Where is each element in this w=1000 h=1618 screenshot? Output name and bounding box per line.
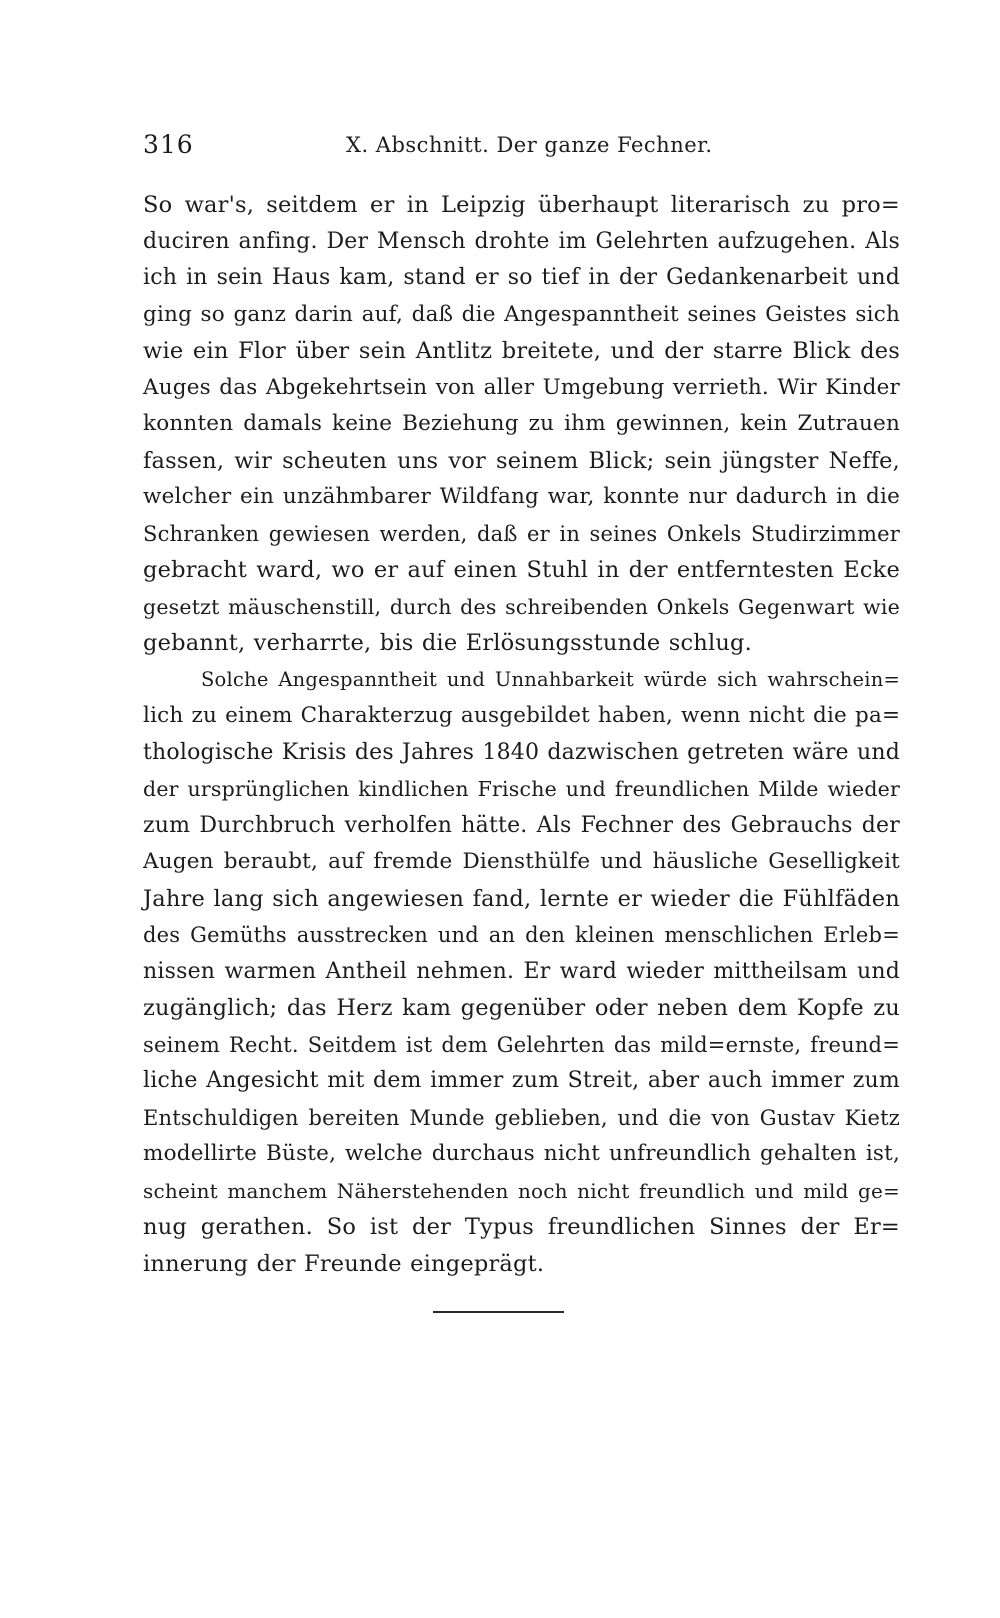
text-line: zugänglich; das Herz kam gegenüber oder neben dem Kopfe zu [143, 995, 900, 1021]
text-line: Entschuldigen bereiten Munde geblieben, und die von Gustav Kietz [143, 1105, 900, 1130]
text-line: gesetzt mäuschenstill, durch des schreibenden Onkels Gegenwart wie [143, 594, 900, 619]
text-line: zum Durchbruch verholfen hätte. Als Fechner des Gebrauchs der [143, 812, 900, 838]
text-line: liche Angesicht mit dem immer zum Streit, aber auch immer zum [143, 1068, 900, 1093]
text-line: lich zu einem Charakterzug ausgebildet haben, wenn nicht die pa= [143, 703, 901, 728]
text-line: nug gerathen. So ist der Typus freundlichen Sinnes der Er= [143, 1214, 900, 1240]
text-line: konnten damals keine Beziehung zu ihm gewinnen, kein Zutrauen [143, 411, 900, 436]
running-head-title: X. Abschnitt. Der ganze Fechner. [346, 133, 713, 157]
text-line: So war's, seitdem er in Leipzig überhaupt literarisch zu pro= [143, 192, 900, 218]
paragraph-2 [143, 662, 900, 1283]
text-line: thologische Krisis des Jahres 1840 dazwischen getreten wäre und [143, 739, 900, 765]
text-line: Solche Angespanntheit und Unnahbarkeit würde sich wahrschein= [201, 667, 900, 691]
text-line: ging so ganz darin auf, daß die Angespanntheit seines Geistes sich [143, 301, 900, 327]
text-line: welcher ein unzähmbarer Wildfang war, konnte nur dadurch in die [143, 484, 900, 509]
text-line: gebracht ward, wo er auf einen Stuhl in der entferntesten Ecke [143, 557, 900, 583]
text-line: Jahre lang sich angewiesen fand, lernte er wieder die Fühlfäden [143, 885, 900, 912]
text-line: fassen, wir scheuten uns vor seinem Blick; sein jüngster Neffe, [143, 447, 900, 474]
running-head [143, 130, 903, 170]
text-line: duciren anfing. Der Mensch drohte im Gelehrten aufzugehen. Als [143, 228, 900, 254]
section-end-rule [433, 1311, 564, 1313]
text-line: modellirte Büste, welche durchaus nicht unfreundlich gehalten ist, [143, 1141, 900, 1166]
page-number: 316 [143, 130, 194, 159]
text-line: wie ein Flor über sein Antlitz breitete, und der starre Blick des [143, 338, 900, 364]
text-line: seinem Recht. Seitdem ist dem Gelehrten das mild=ernste, freund= [143, 1032, 900, 1057]
paragraph-1 [143, 187, 900, 662]
text-line: ich in sein Haus kam, stand er so tief in der Gedankenarbeit und [143, 265, 900, 290]
text-line: Augen beraubt, auf fremde Diensthülfe und häusliche Geselligkeit [143, 849, 900, 874]
text-line: gebannt, verharrte, bis die Erlösungsstunde schlug. [143, 630, 753, 656]
body-text [143, 187, 900, 1282]
text-line: des Gemüths ausstrecken und an den kleinen menschlichen Erleb= [143, 923, 900, 947]
text-line: nissen warmen Antheil nehmen. Er ward wieder mittheilsam und [143, 958, 900, 984]
text-line: scheint manchem Näherstehenden noch nicht freundlich und mild ge= [143, 1178, 900, 1203]
text-line: Schranken gewiesen werden, daß er in seines Onkels Studirzimmer [143, 521, 900, 546]
text-line: Auges das Abgekehrtsein von aller Umgebung verrieth. Wir Kinder [143, 374, 900, 400]
text-line: der ursprünglichen kindlichen Frische und freundlichen Milde wieder [143, 777, 900, 801]
text-line: innerung der Freunde eingeprägt. [143, 1250, 545, 1277]
